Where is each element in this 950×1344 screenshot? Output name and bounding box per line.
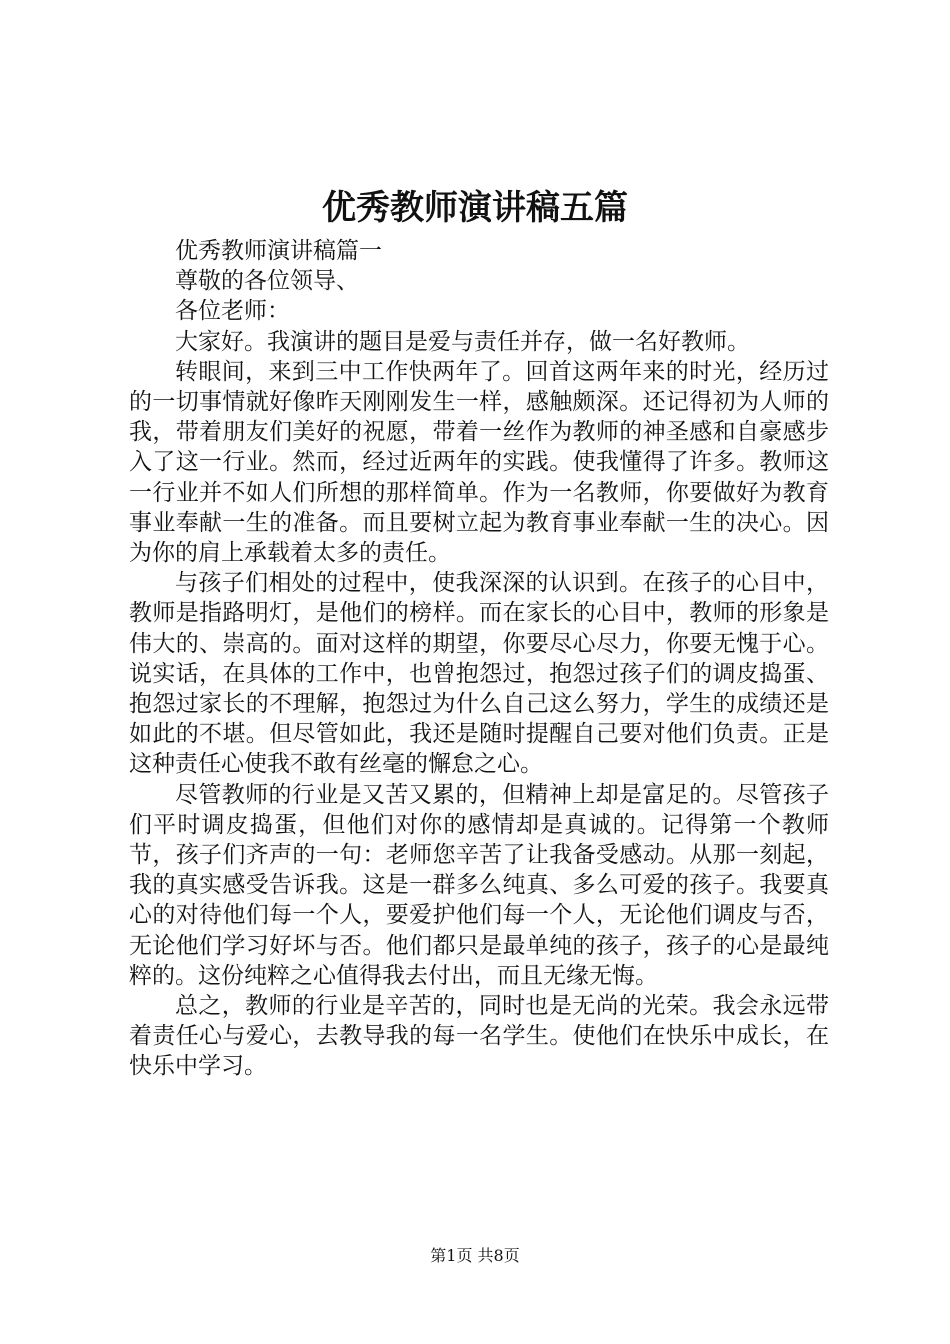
page-title: 优秀教师演讲稿五篇	[322, 188, 628, 228]
greeting-paragraph: 大家好。我演讲的题目是爱与责任并存，做一名好教师。	[175, 328, 750, 355]
body-paragraph: 与孩子们相处的过程中，使我深深的认识到。在孩子的心目中，教师是指路明灯，是他们的榜样。而在家长的心目中，教师的形象是伟大的、崇高的。面对这样的期望，你要尽心尽力，你要无愧于心。说实话，在具体的工作中，也曾抱怨过，抱怨过孩子们的调皮捣蛋、抱怨过家长的不理解，抱怨过为什么自己这么努力，学生的成绩还是如此的不堪。但尽管如此，我还是随时提醒自己要对他们负责。正是这种责任心使我不敢有丝毫的懈怠之心。	[129, 570, 829, 778]
page-footer: 第1页 共8页	[430, 1246, 520, 1265]
body-paragraph: 转眼间，来到三中工作快两年了。回首这两年来的时光，经历过的一切事情就好像昨天刚刚发生一样，感触颇深。还记得初为人师的我，带着朋友们美好的祝愿，带着一丝作为教师的神圣感和自豪感步入了这一行业。然而，经过近两年的实践。使我懂得了许多。教师这一行业并不如人们所想的那样简单。作为一名教师，你要做好为教育事业奉献一生的准备。而且要树立起为教育事业奉献一生的决心。因为你的肩上承载着太多的责任。	[129, 358, 829, 567]
salutation-leaders: 尊敬的各位领导、	[175, 268, 359, 295]
salutation-teachers: 各位老师：	[175, 298, 290, 325]
document-body	[129, 236, 829, 1082]
body-paragraph: 总之，教师的行业是辛苦的，同时也是无尚的光荣。我会永远带着责任心与爱心，去教导我的每一名学生。使他们在快乐中成长，在快乐中学习。	[129, 993, 829, 1080]
body-paragraph: 尽管教师的行业是又苦又累的，但精神上却是富足的。尽管孩子们平时调皮捣蛋，但他们对你的感情却是真诚的。记得第一个教师节，孩子们齐声的一句：老师您辛苦了让我备受感动。从那一刻起，我的真实感受告诉我。这是一群多么纯真、多么可爱的孩子。我要真心的对待他们每一个人，要爱护他们每一个人，无论他们调皮与否，无论他们学习好坏与否。他们都只是最单纯的孩子，孩子的心是最纯粹的。这份纯粹之心值得我去付出，而且无缘无悔。	[129, 781, 829, 989]
section-heading: 优秀教师演讲稿篇一	[175, 238, 382, 264]
